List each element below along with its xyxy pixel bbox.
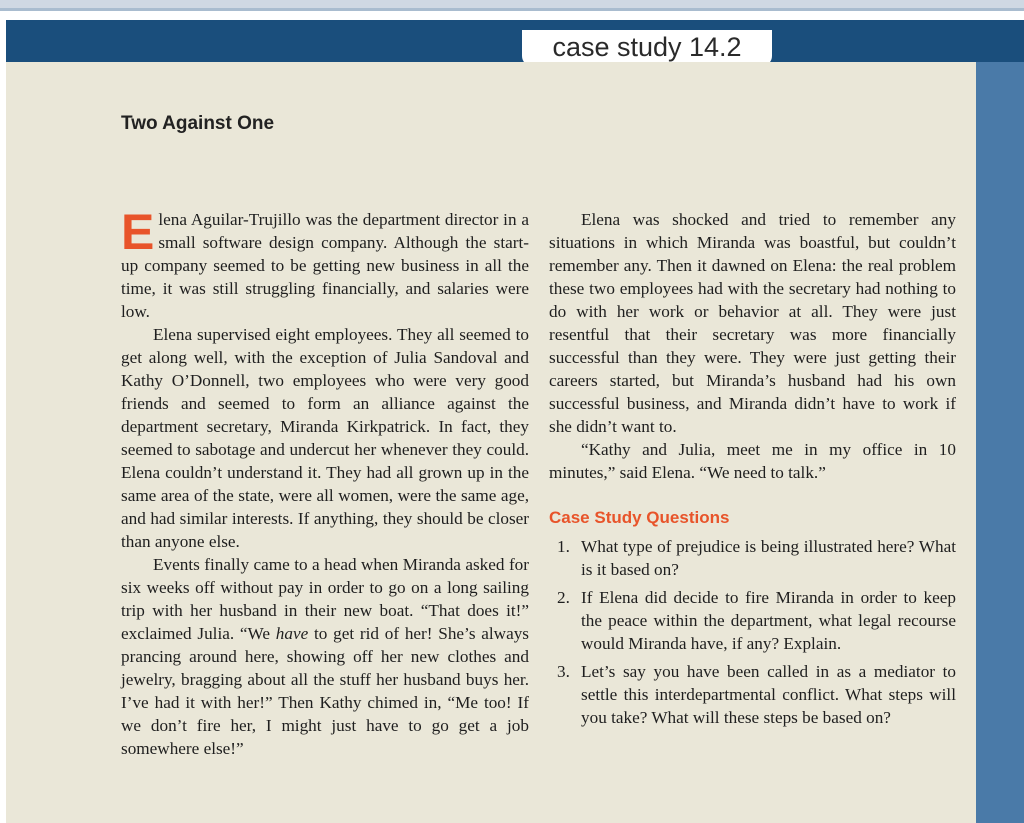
questions-heading: Case Study Questions bbox=[549, 508, 730, 527]
emphasis-text: have bbox=[275, 624, 309, 643]
paragraph-3-part-1: Events finally came to a head when Miranda asked for six weeks off without pay in order to go on a long sailing trip with her husband in their new boat. “That does it!” exclaimed Julia. “We bbox=[121, 555, 529, 643]
paragraph-1-text: lena Aguilar-Trujillo was the department director in a small software design company. Although the start-up company seemed to be getting new business in all the time, it was still struggling financially, and salaries were low. bbox=[121, 210, 529, 321]
paragraph-3-part-2: to get rid of her! She’s always prancing around here, showing off her new clothes and jewelry, bragging about all the stuff her husband buys her. I’ve had it with her!” Then Kathy chimed in, “Me too! If we don’t fire her, I might just have to go get a job somewhere else!” bbox=[121, 624, 530, 758]
paragraph-5: “Kathy and Julia, meet me in my office in 10 minutes,” said Elena. “We need to talk.” bbox=[549, 440, 956, 482]
top-strip bbox=[0, 0, 1024, 8]
top-rule bbox=[0, 8, 1024, 11]
paragraph-2: Elena supervised eight employees. They all seemed to get along well, with the exception of Julia Sandoval and Kathy O’Donnell, two employees who were very good friends and seemed to form an alliance against the department secretary, Miranda Kirkpatrick. In fact, they seemed to sabotage and undercut her whenever they could. Elena couldn’t understand it. They had all grown up in the same area of the state, were all women, were the same age, and had similar interests. If anything, they should be closer than anyone else. bbox=[121, 325, 529, 551]
question-text: Let’s say you have been called in as a mediator to settle this interdepartmental conflict. What steps will you take? What will these steps be based on? bbox=[581, 662, 956, 727]
question-item bbox=[549, 586, 956, 655]
question-item bbox=[549, 660, 956, 729]
question-number: 3. bbox=[557, 662, 570, 681]
question-number: 2. bbox=[557, 588, 570, 607]
case-study-label: case study 14.2 bbox=[522, 30, 772, 66]
article-title: Two Against One bbox=[121, 113, 275, 134]
drop-cap: E bbox=[121, 204, 155, 260]
questions-list bbox=[549, 535, 956, 729]
paragraph-3 bbox=[121, 553, 529, 760]
paragraph-4: Elena was shocked and tried to remember any situations in which Miranda was boastful, but couldn’t remember any. Then it dawned on Elena: the real problem these two employees had with the secretary had nothing to do with her work or behavior at all. They were just resentful that their secretary was more financially successful than they were. They were just getting their careers started, but Miranda’s husband had his own successful business, and Miranda didn’t have to work if she didn’t want to. bbox=[549, 210, 956, 436]
question-text: What type of prejudice is being illustrated here? What is it based on? bbox=[581, 537, 956, 579]
header-banner bbox=[6, 20, 1024, 62]
question-number: 1. bbox=[557, 537, 570, 556]
right-margin-bar bbox=[976, 62, 1024, 823]
left-column bbox=[121, 204, 530, 760]
question-text: If Elena did decide to fire Miranda in order to keep the peace within the department, what legal recourse would Miranda have, if any? Explain. bbox=[581, 588, 956, 653]
question-item bbox=[549, 535, 956, 581]
right-column bbox=[549, 208, 956, 734]
paragraph-1 bbox=[121, 204, 529, 323]
